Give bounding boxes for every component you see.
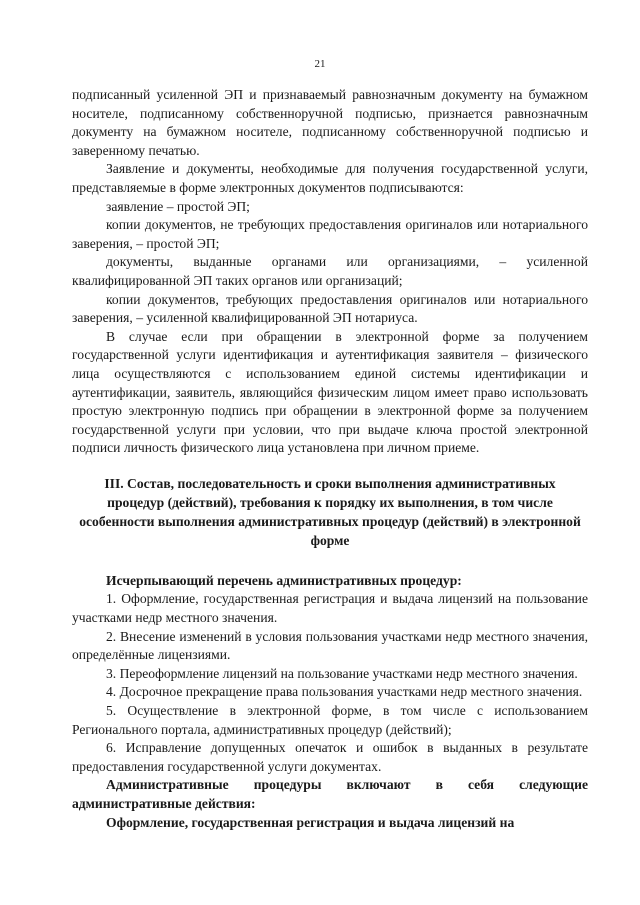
- paragraph: заявление – простой ЭП;: [106, 198, 250, 214]
- list-item: 4. Досрочное прекращение права пользования участками недр местного значения.: [106, 684, 583, 700]
- paragraph: В случае если при обращении в электронной форме за получением государственной услуги идентификация и аутентификация заявителя – физического лица осуществляются с использованием единой системы идентификации и аутентификации, заявитель, являющийся физическим лицом имеет право использовать простую электронную подпись при обращении в электронной форме за получением государственной услуги при условии, что при выдаче ключа простой электронной подписи личность физического лица установлена при личном приеме.: [72, 328, 588, 456]
- actions-intro: Административные процедуры включают в себя следующие административные действия:: [72, 777, 588, 811]
- paragraph: копии документов, не требующих предоставления оригиналов или нотариального заверения, – простой ЭП;: [72, 217, 588, 251]
- list-title: Исчерпывающий перечень административных процедур:: [106, 572, 462, 588]
- section-heading: III. Состав, последовательность и сроки выполнения административных процедур (действий), требования к порядку их выполнения, в том числе особенности выполнения административных процедур (действий) в электронной форме: [79, 475, 581, 548]
- list-item: 2. Внесение изменений в условия пользования участками недр местного значения, определённые лицензиями.: [72, 628, 588, 663]
- last-line: Оформление, государственная регистрация и выдача лицензий на: [106, 814, 515, 830]
- paragraph: Заявление и документы, необходимые для получения государственной услуги, представляемые в форме электронных документов подписываются:: [72, 161, 588, 195]
- list-item: 6. Исправление допущенных опечаток и ошибок в выданных в результате предоставления государственной услуги документах.: [72, 740, 588, 774]
- list-item: 3. Переоформление лицензий на пользование участками недр местного значения.: [106, 665, 578, 681]
- paragraph: копии документов, требующих предоставления оригиналов или нотариального заверения, – усиленной квалифицированной ЭП нотариуса.: [72, 291, 588, 326]
- paragraph: подписанный усиленной ЭП и признаваемый равнозначным документу на бумажном носителе, подписанному собственноручной подписью, признается равнозначным документу на бумажном носителе, подписанному собственноручной подписью и заверенному печатью.: [72, 87, 588, 158]
- list-item: 1. Оформление, государственная регистрация и выдача лицензий на пользование участками недр местного значения.: [72, 591, 588, 626]
- list-item: 5. Осуществление в электронной форме, в том числе с использованием Регионального портала, административных процедур (действий);: [72, 703, 588, 737]
- document-body: [72, 86, 588, 832]
- page-number: 21: [314, 58, 326, 70]
- paragraph: документы, выданные органами или организациями, – усиленной квалифицированной ЭП таких органов или организаций;: [72, 254, 588, 288]
